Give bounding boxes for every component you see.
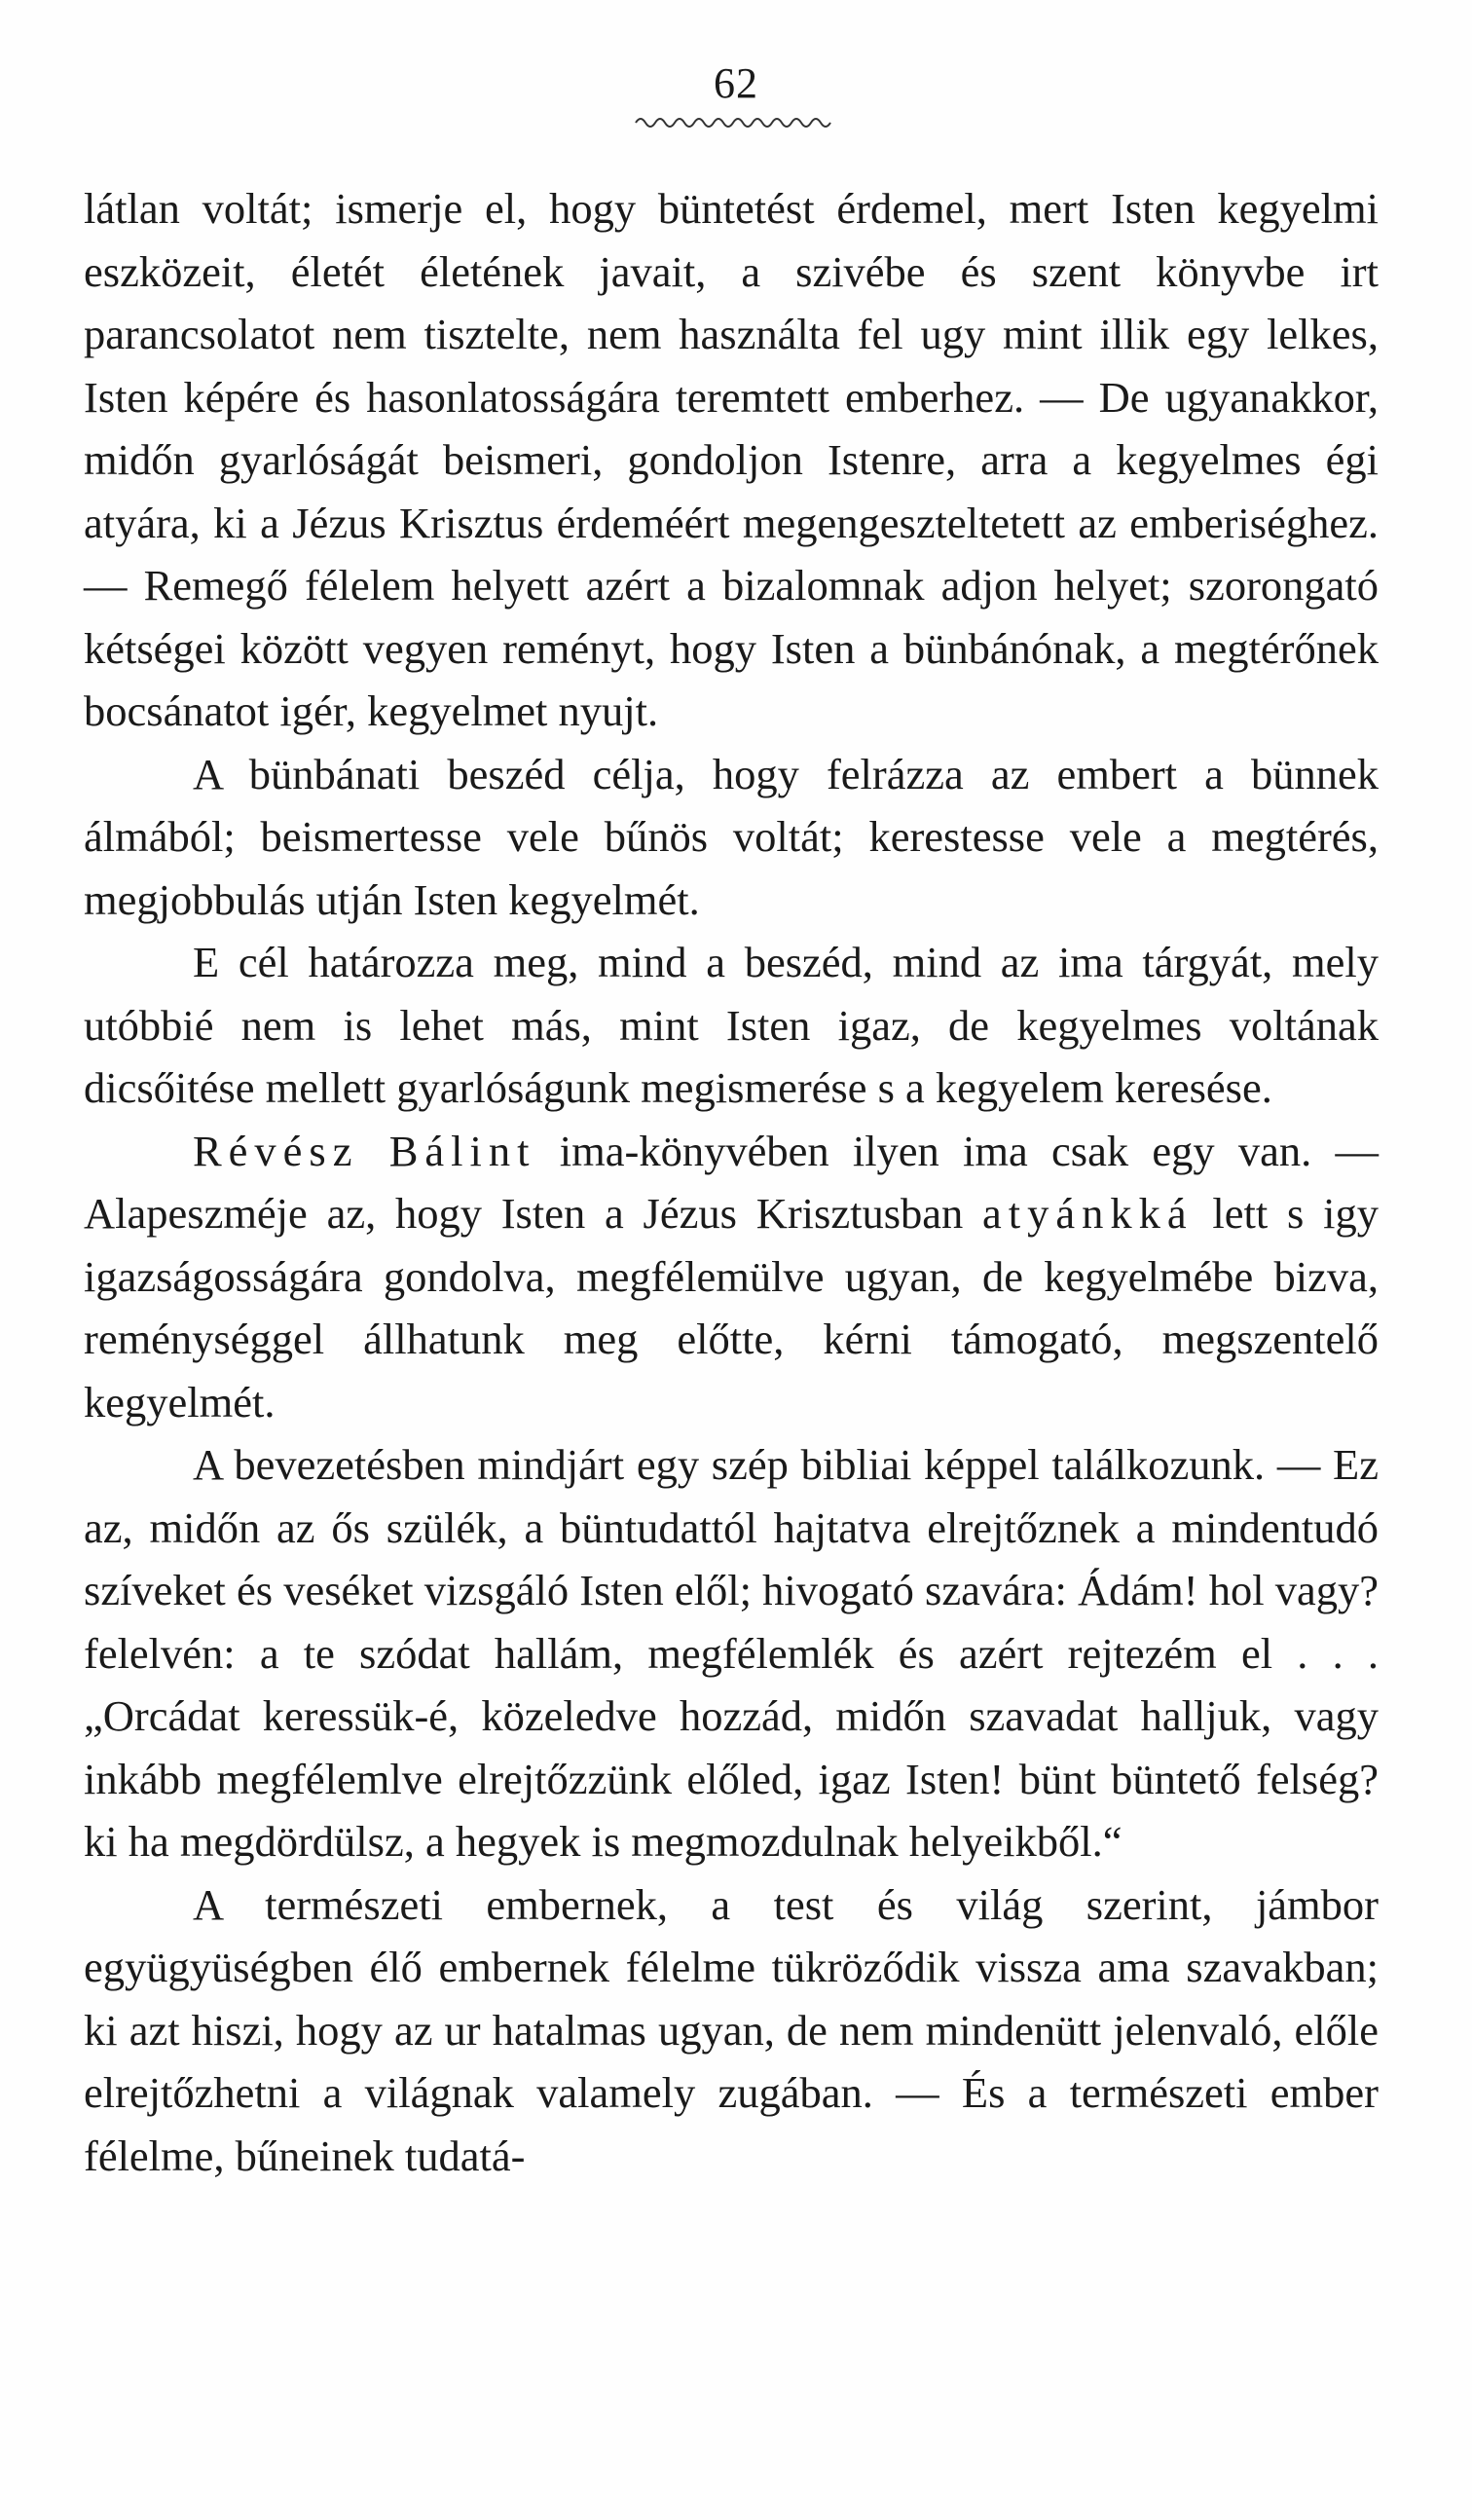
paragraph-2 xyxy=(84,743,1379,932)
paragraph-1-text: látlan voltát; ismerje el, hogy büntetést érdemel, mert Isten kegyelmi eszközeit, életét életének javait, a szivébe és szent könyvbe irt parancsolatot nem tisztelte, nem használta fel ugy mint illik egy lelkes, Isten képére és hasonlatosságára teremtett emberhez. — De ugyanakkor, midőn gyarlóságát beismeri, gondoljon Istenre, arra a kegyelmes égi atyára, ki a Jézus Krisztus érdeméért megengeszteltetett az emberiséghez. — Remegő félelem helyett azért a bizalomnak adjon helyet; szorongató kétségei között vegyen reményt, hogy Isten a bünbánónak, a megtérőnek bocsánatot igér, kegyelmet nyujt. xyxy=(84,184,1379,735)
paragraph-5 xyxy=(84,1433,1379,1873)
paragraph-3-text: E cél határozza meg, mind a beszéd, mind az ima tárgyát, mely utóbbié nem is lehet más, mint Isten igaz, de kegyelmes voltának dicsőitése mellett gyarlóságunk megismerése s a kegyelem keresése. xyxy=(84,938,1379,1112)
author-name-spaced: Révész Bálint xyxy=(193,1126,536,1175)
paragraph-4 xyxy=(84,1120,1379,1434)
paragraph-6-text: A természeti embernek, a test és világ szerint, jámbor együgyüségben élő embernek félelme tükröződik vissza ama szavakban; ki azt hiszi, hogy az ur hatalmas ugyan, de nem mindenütt jelenvaló, előle elrejtőzhetni a világnak valamely zugában. — És a természeti ember félelme, bűneinek tudatá- xyxy=(84,1879,1379,2180)
paragraph-6 xyxy=(84,1873,1379,2188)
paragraph-4-text-b: lett s igy igazságosságára gondolva, megfélemülve ugyan, de kegyelmébe bizva, reménységgel állhatunk meg előtte, kérni támogató, megszentelő kegyelmét. xyxy=(84,1189,1379,1427)
body-text xyxy=(84,177,1379,2187)
page-number: 62 xyxy=(714,59,758,107)
emphasis-spaced: atyánkká xyxy=(982,1189,1194,1238)
wavy-ornament-icon xyxy=(634,111,838,129)
paragraph-2-text: A bünbánati beszéd célja, hogy felrázza az embert a bünnek álmából; beismertesse vele bűnös voltát; kerestesse vele a megtérés, megjobbulás utján Isten kegyelmét. xyxy=(84,749,1379,924)
paragraph-4-text-a: ima-könyvében ilyen ima csak egy van. — Alapeszméje az, hogy Isten a Jézus Krisztusban xyxy=(84,1126,1379,1238)
paragraph-3 xyxy=(84,931,1379,1120)
paragraph-5-text: A bevezetésben mindjárt egy szép bibliai képpel találkozunk. — Ez az, midőn az ős szülék, a büntudattól hajtatva elrejtőznek a mindentudó szíveket és veséket vizsgáló Isten elől; hivogató szavára: Ádám! hol vagy? felelvén: a te szódat hallám, megfélemlék és azért rejtezém el . . . „Orcádat keressük-é, közeledve hozzád, midőn szavadat halljuk, vagy inkább megfélemlve elrejtőzzünk előled, igaz Isten! bünt büntető felség? ki ha megdördülsz, a hegyek is megmozdulnak helyeikből.“ xyxy=(84,1440,1379,1866)
page-header xyxy=(0,58,1472,129)
paragraph-1 xyxy=(84,177,1379,743)
